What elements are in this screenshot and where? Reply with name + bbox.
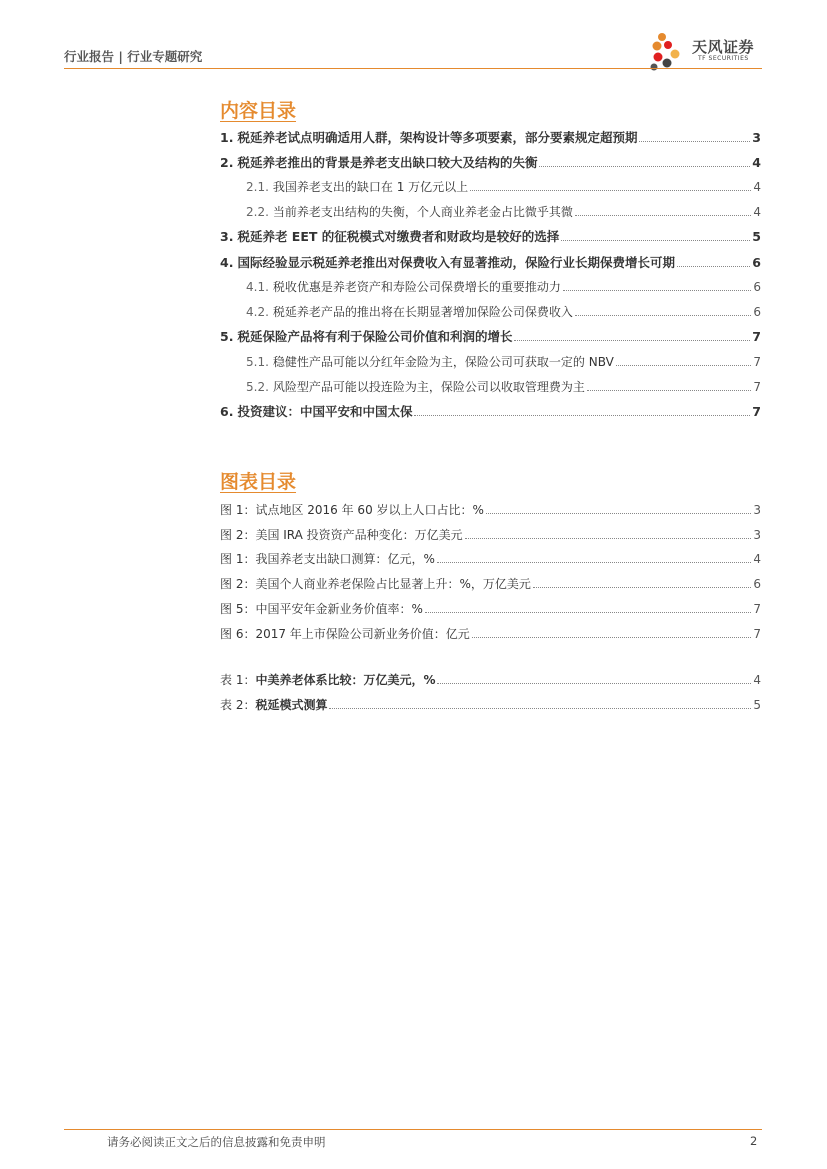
toc-entry-number: 4.: [220, 255, 234, 270]
toc-entry[interactable]: [220, 255, 761, 271]
toc-entry[interactable]: [246, 379, 761, 395]
figure-entry-title: 图 5：中国平安年金新业务价值率：%: [220, 602, 423, 616]
page-number: 2: [750, 1134, 758, 1148]
toc-leader-dots: [575, 204, 751, 216]
figure-entry-page: 4: [753, 552, 761, 566]
toc-entry[interactable]: [220, 155, 761, 171]
contents-title: 内容目录: [220, 100, 297, 122]
toc-entry[interactable]: [246, 304, 761, 320]
toc-entry[interactable]: [220, 229, 761, 245]
toc-leader-dots: [437, 551, 751, 563]
toc-leader-dots: [539, 155, 750, 167]
table-entry-page: 5: [753, 698, 761, 712]
toc-leader-dots: [677, 255, 750, 267]
toc-entry-title: 我国养老支出的缺口在 1 万亿元以上: [272, 180, 469, 194]
figure-entry-title: 图 2：美国 IRA 投资资产品种变化：万亿美元: [220, 528, 463, 542]
table-entry-title: 中美养老体系比较：万亿美元，%: [255, 673, 436, 687]
figure-entry[interactable]: [220, 626, 761, 642]
toc-entry-title: 投资建议：中国平安和中国太保: [237, 404, 413, 419]
toc-leader-dots: [514, 329, 750, 341]
toc-entry-number: 3.: [220, 229, 234, 244]
toc-entry-number: 4.2.: [246, 305, 269, 319]
toc-entry-title: 税延保险产品将有利于保险公司价值和利润的增长: [237, 329, 513, 344]
toc-leader-dots: [575, 304, 751, 316]
toc-leader-dots: [616, 354, 751, 366]
toc-entry-page: 5: [752, 229, 761, 244]
toc-leader-dots: [587, 379, 751, 391]
figure-entry-page: 3: [753, 528, 761, 542]
table-entry-page: 4: [753, 673, 761, 687]
figure-entry[interactable]: [220, 576, 761, 592]
figure-entry-page: 6: [753, 577, 761, 591]
table-entry-prefix: 表 2：: [220, 698, 256, 712]
toc-leader-dots: [639, 130, 750, 142]
figure-entry-page: 7: [753, 627, 761, 641]
toc-entry[interactable]: [246, 279, 761, 295]
toc-entry-title: 税延养老产品的推出将在长期显著增加保险公司保费收入: [272, 305, 573, 319]
figure-entry-title: 图 1：试点地区 2016 年 60 岁以上人口占比：%: [220, 503, 484, 517]
footer-disclaimer: 请务必阅读正文之后的信息披露和免责申明: [107, 1135, 326, 1149]
toc-entry-title: 当前养老支出结构的失衡，个人商业养老金占比微乎其微: [272, 205, 573, 219]
figure-entry[interactable]: [220, 601, 761, 617]
toc-leader-dots: [470, 179, 751, 191]
figure-entry[interactable]: [220, 502, 761, 518]
toc-leader-dots: [465, 527, 751, 539]
figure-entry-page: 7: [753, 602, 761, 616]
figure-entry-title: 图 1：我国养老支出缺口测算：亿元，%: [220, 552, 435, 566]
logo-text-en: TF SECURITIES: [698, 55, 749, 62]
footer-divider: [64, 1129, 762, 1130]
toc-leader-dots: [414, 404, 750, 416]
toc-entry-page: 6: [753, 305, 761, 319]
header-divider: [64, 68, 762, 69]
toc-entry-number: 1.: [220, 130, 234, 145]
toc-entry-page: 4: [752, 155, 761, 170]
logo-text-cn: 天风证券: [692, 38, 755, 56]
toc-entry-title: 稳健性产品可能以分红年金险为主，保险公司可获取一定的 NBV: [272, 355, 614, 369]
toc-leader-dots: [563, 279, 751, 291]
toc-entry-title: 国际经验显示税延养老推出对保费收入有显著推动，保险行业长期保费增长可期: [237, 255, 675, 270]
figure-entry[interactable]: [220, 527, 761, 543]
toc-entry-page: 7: [753, 380, 761, 394]
toc-entry-number: 5.2.: [246, 380, 269, 394]
table-entry-title: 税延模式测算: [255, 698, 328, 712]
figures-title: 图表目录: [220, 471, 297, 493]
toc-entry-page: 3: [752, 130, 761, 145]
toc-entry-title: 税延养老 EET 的征税模式对缴费者和财政均是较好的选择: [237, 229, 560, 244]
toc-entry-page: 7: [752, 329, 761, 344]
toc-entry-number: 2.: [220, 155, 234, 170]
toc-leader-dots: [486, 502, 751, 514]
toc-entry-number: 4.1.: [246, 280, 269, 294]
toc-entry-page: 7: [753, 355, 761, 369]
toc-entry-page: 4: [753, 180, 761, 194]
toc-leader-dots: [472, 626, 751, 638]
toc-entry[interactable]: [220, 130, 761, 146]
figure-entry-title: 图 6：2017 年上市保险公司新业务价值：亿元: [220, 627, 470, 641]
toc-entry-title: 风险型产品可能以投连险为主，保险公司以收取管理费为主: [272, 380, 585, 394]
toc-leader-dots: [561, 229, 750, 241]
toc-entry-number: 5.: [220, 329, 234, 344]
toc-leader-dots: [533, 576, 751, 588]
toc-entry-page: 4: [753, 205, 761, 219]
toc-entry[interactable]: [220, 329, 761, 345]
toc-entry[interactable]: [220, 404, 761, 420]
toc-entry-number: 6.: [220, 404, 234, 419]
toc-entry-page: 7: [752, 404, 761, 419]
toc-entry-page: 6: [752, 255, 761, 270]
toc-entry-number: 5.1.: [246, 355, 269, 369]
toc-entry-title: 税延养老推出的背景是养老支出缺口较大及结构的失衡: [237, 155, 538, 170]
toc-entry-page: 6: [753, 280, 761, 294]
toc-leader-dots: [437, 672, 751, 684]
table-entry[interactable]: [220, 672, 761, 688]
toc-entry[interactable]: [246, 179, 761, 195]
figure-entry-page: 3: [753, 503, 761, 517]
toc-entry-title: 税延养老试点明确适用人群，架构设计等多项要素，部分要素规定超预期: [237, 130, 638, 145]
toc-entry-number: 2.1.: [246, 180, 269, 194]
toc-entry-number: 2.2.: [246, 205, 269, 219]
toc-entry-title: 税收优惠是养老资产和寿险公司保费增长的重要推动力: [272, 280, 561, 294]
table-entry[interactable]: [220, 697, 761, 713]
figure-entry[interactable]: [220, 551, 761, 567]
figure-entry-title: 图 2：美国个人商业养老保险占比显著上升：%，万亿美元: [220, 577, 531, 591]
report-breadcrumb: 行业报告 | 行业专题研究: [64, 49, 203, 64]
toc-entry[interactable]: [246, 354, 761, 370]
toc-entry[interactable]: [246, 204, 761, 220]
table-entry-prefix: 表 1：: [220, 673, 256, 687]
toc-leader-dots: [329, 697, 751, 709]
toc-leader-dots: [425, 601, 751, 613]
